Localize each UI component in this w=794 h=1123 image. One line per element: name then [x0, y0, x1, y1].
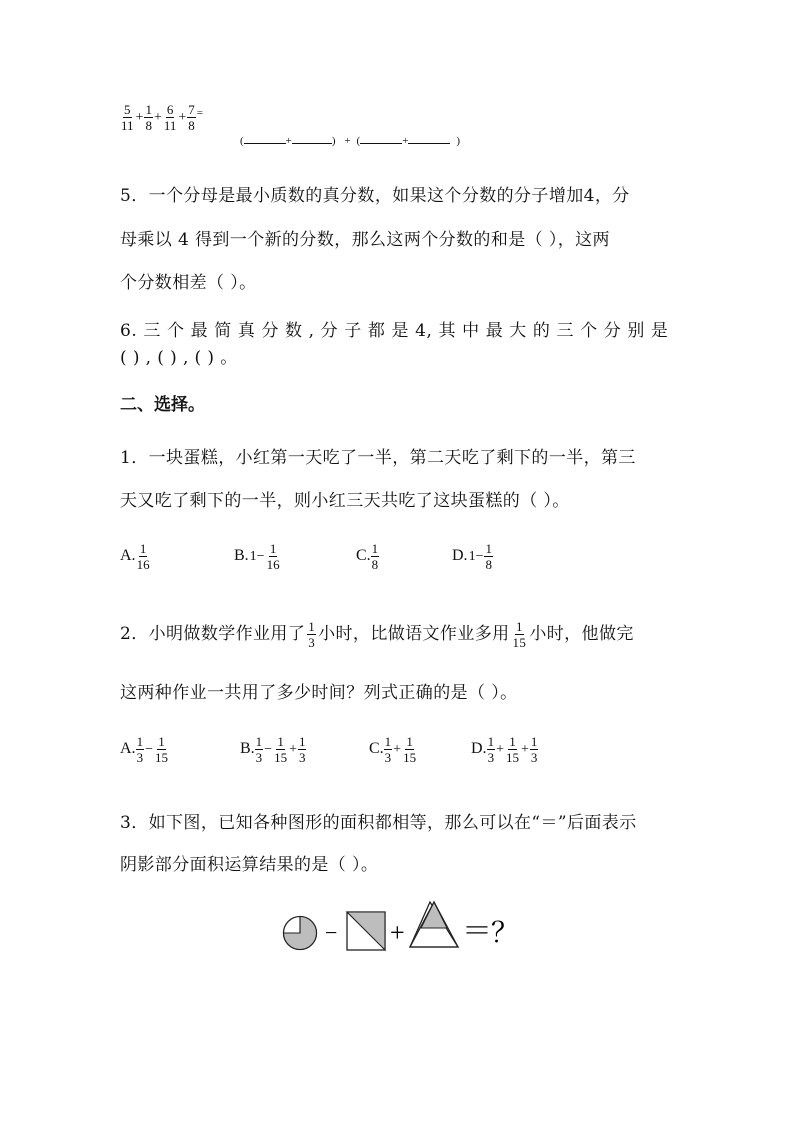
choice-1-line-1: 1．一块蛋糕，小红第一天吃了一半，第二天吃了剩下的一半，第三 [120, 448, 636, 468]
choice-1-option-d[interactable]: D.1− $\frac{1}{8}$ [452, 541, 492, 572]
shape-equation-figure [280, 900, 520, 956]
shape-equation-svg [280, 900, 520, 956]
choice-3-line-2: 阴影部分面积运算结果的是（ ）。 [120, 855, 379, 875]
question-5-line-1: 5．一个分母是最小质数的真分数，如果这个分数的分子增加4，分 [120, 186, 630, 206]
fraction: $\frac{6}{11}$ [163, 102, 177, 133]
choice-2-option-a[interactable]: A. $\frac{1}{3}$ − $\frac{1}{15}$ [120, 734, 168, 765]
question-6-line-1: 6. 三 个 最 简 真 分 数 , 分 子 都 是 4, 其 中 最 大 的 三 个 分 别 是 [120, 321, 669, 341]
question-mark: ？ [491, 916, 520, 949]
choice-1-option-b[interactable]: B.1− $\frac{1}{16}$ [234, 541, 280, 572]
equation-line: $\frac{5}{11}$ + $\frac{1}{8}$ + $\frac{6}{11}$ + $\frac{7}{8}$ = [121, 102, 203, 133]
plus-sign: + [390, 918, 405, 947]
fraction: $\frac{5}{11}$ [121, 102, 134, 133]
blank[interactable] [360, 133, 402, 144]
question-6-line-2: ( ) , ( ) , ( ) 。 [120, 348, 238, 368]
choice-3-line-1: 3．如下图，已知各种图形的面积都相等，那么可以在“＝”后面表示 [120, 813, 637, 833]
choice-1-line-2: 天又吃了剩下的一半，则小红三天共吃了这块蛋糕的（ ）。 [120, 491, 570, 511]
quarter-circle-icon [284, 917, 317, 950]
section-2-title: 二、选择。 [120, 395, 205, 415]
fraction: $\frac{1}{8}$ [145, 102, 152, 133]
blank[interactable] [292, 133, 332, 144]
choice-2-line-1: 2．小明做数学作业用了 $\frac{1}{3}$ 小时，比做语文作业多用 $\frac{1}{15}$ 小时，他做完 [120, 619, 634, 650]
choice-1-option-c[interactable]: C. $\frac{1}{8}$ [356, 541, 379, 572]
equals-sign: ＝ [462, 914, 492, 949]
question-5-line-2: 母乘以 4 得到一个新的分数，那么这两个分数的和是（ ），这两 [120, 230, 610, 250]
blank[interactable] [408, 133, 450, 144]
fraction: $\frac{7}{8}$ [188, 102, 195, 133]
equation-blanks: ( + ) + ( + ) [240, 135, 461, 147]
choice-2-option-b[interactable]: B. $\frac{1}{3}$ − $\frac{1}{15}$ + $\frac{1}{3}$ [240, 734, 306, 765]
choice-1-option-a[interactable]: A. $\frac{1}{16}$ [120, 541, 150, 572]
blank[interactable] [244, 133, 286, 144]
choice-2-option-c[interactable]: C. $\frac{1}{3}$ + $\frac{1}{15}$ [369, 734, 417, 765]
question-5-line-3: 个分数相差（ ）。 [120, 273, 257, 293]
choice-2-option-d[interactable]: D. $\frac{1}{3}$ + $\frac{1}{15}$ + $\frac{1}{3}$ [471, 734, 538, 765]
choice-2-line-2: 这两种作业一共用了多少时间？列式正确的是（ ）。 [120, 683, 518, 703]
minus-sign: − [325, 920, 338, 945]
triangle-icon [410, 902, 458, 947]
half-square-icon [347, 912, 385, 950]
